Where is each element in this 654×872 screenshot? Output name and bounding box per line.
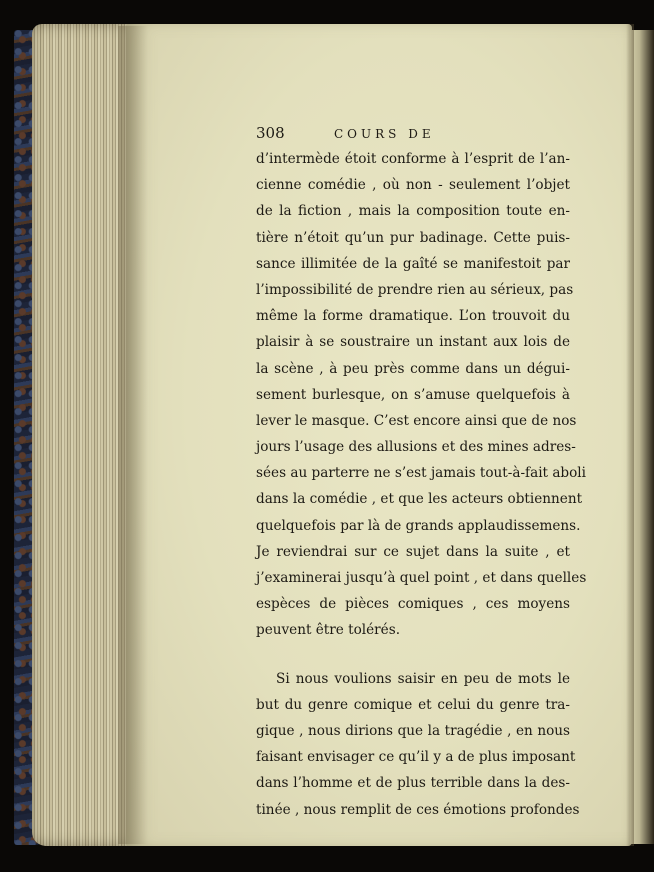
text-line: Je reviendrai sur ce sujet dans la suite , et xyxy=(256,543,570,560)
text-line: sées au parterre ne s’est jamais tout-à-fait aboli xyxy=(256,465,587,482)
text-line: tinée , nous remplit de ces émotions profondes xyxy=(256,801,580,818)
spine-shadow xyxy=(626,24,634,846)
paragraph-2 xyxy=(256,666,580,823)
text-line: la scène , à peu près comme dans un dégui- xyxy=(256,360,570,377)
text-line: sement burlesque, on s’amuse quelquefois à xyxy=(256,386,570,403)
text-line: tière n’étoit qu’un pur badinage. Cette puis- xyxy=(256,229,570,246)
text-line: lever le masque. C’est encore ainsi que de nos xyxy=(256,412,577,429)
paragraph-1 xyxy=(256,146,587,644)
text-line: sance illimitée de la gaîté se manifestoit par xyxy=(256,255,570,272)
text-line: but du genre comique et celui du genre tra- xyxy=(256,696,570,713)
text-line: peuvent être tolérés. xyxy=(256,622,401,639)
text-line: faisant envisager ce qu’il y a de plus imposant xyxy=(256,749,576,766)
text-line: jours l’usage des allusions et des mines adres- xyxy=(256,439,576,456)
text-line: dans la comédie , et que les acteurs obtiennent xyxy=(256,491,583,508)
text-line: d’intermède étoit conforme à l’esprit de l’an- xyxy=(256,151,570,167)
text-line: espèces de pièces comiques , ces moyens xyxy=(256,596,570,613)
text-line: même la forme dramatique. L’on trouvoit du xyxy=(256,308,570,325)
text-line: l’impossibilité de prendre rien au sérieux, pas xyxy=(256,281,574,298)
text-line: cienne comédie , où non - seulement l’objet xyxy=(256,177,570,194)
text-line: j’examinerai jusqu’à quel point , et dans quelles xyxy=(256,570,587,586)
text-line: plaisir à se soustraire un instant aux lois de xyxy=(256,334,570,351)
text-line: de la fiction , mais la composition toute en- xyxy=(256,203,570,220)
text-line: gique , nous dirions que la tragédie , en nous xyxy=(256,722,570,739)
page-text xyxy=(256,124,587,823)
text-line: Si nous voulions saisir en peu de mots le xyxy=(276,670,570,687)
gutter-shadow xyxy=(118,26,148,844)
text-line: quelquefois par là de grands applaudissemens. xyxy=(256,517,581,534)
page-number: 308 xyxy=(256,124,285,142)
paragraph-gap xyxy=(256,644,570,666)
running-head-title: COURS DE xyxy=(334,127,435,141)
running-head xyxy=(256,124,570,146)
text-line: dans l’homme et de plus terrible dans la des- xyxy=(256,775,570,792)
